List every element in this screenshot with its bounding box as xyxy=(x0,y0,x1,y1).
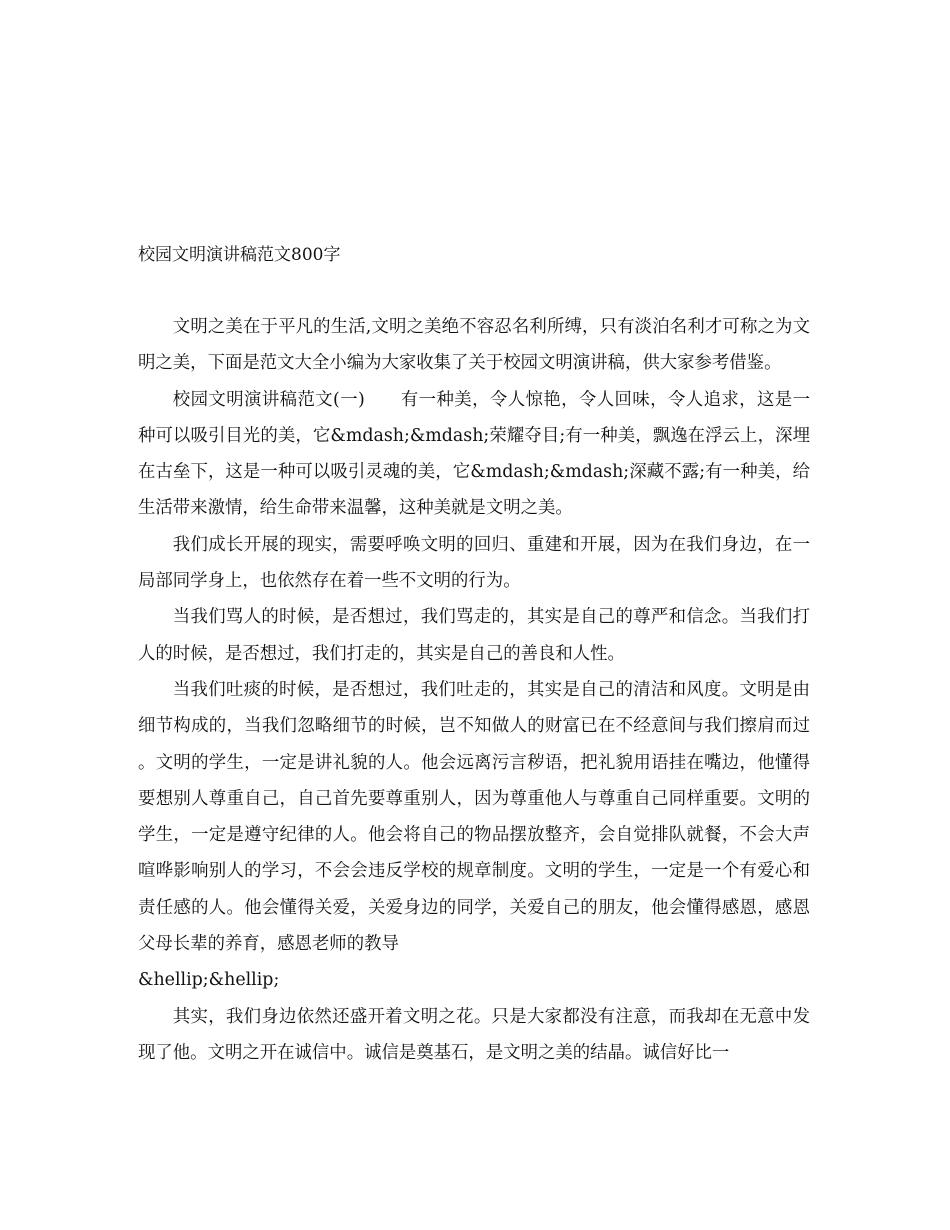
paragraph-speech-one: 校园文明演讲稿范文(一) 有一种美，令人惊艳，令人回味，令人追求，这是一种可以吸引目光的美，它&mdash;&mdash;荣耀夺目;有一种美，飘逸在浮云上，深埋在古垒下，这是一种可以吸引灵魂的美，它&mdash;&mdash;深藏不露;有一种美，给生活带来激情，给生命带来温馨，这种美就是文明之美。 xyxy=(138,389,810,519)
paragraph-growth: 我们成长开展的现实，需要呼唤文明的回归、重建和开展，因为在我们身边，在一局部同学身上，也依然存在着一些不文明的行为。 xyxy=(138,534,810,592)
paragraph-integrity: 其实，我们身边依然还盛开着文明之花。只是大家都没有注意，而我却在无意中发现了他。文明之开在诚信中。诚信是奠基石，是文明之美的结晶。诚信好比一 xyxy=(138,1006,810,1063)
document-title: 校园文明演讲稿范文800字 xyxy=(138,245,341,265)
paragraph-cursing: 当我们骂人的时候，是否想过，我们骂走的，其实是自己的尊严和信念。当我们打人的时候，是否想过，我们打走的，其实是自己的善良和人性。 xyxy=(138,607,810,664)
document-body xyxy=(138,309,810,1071)
paragraph-intro: 文明之美在于平凡的生活,文明之美绝不容忍名利所缚，只有淡泊名利才可称之为文明之美，下面是范文大全小编为大家收集了关于校园文明演讲稿，供大家参考借鉴。 xyxy=(138,317,810,374)
paragraph-ellipsis: &hellip;&hellip; xyxy=(138,970,280,991)
paragraph-spitting: 当我们吐痰的时候，是否想过，我们吐走的，其实是自己的清洁和风度。文明是由细节构成的，当我们忽略细节的时候，岂不知做人的财富已在不经意间与我们擦肩而过。文明的学生，一定是讲礼貌的人。他会远离污言秽语，把礼貌用语挂在嘴边，他懂得要想别人尊重自己，自己首先要尊重别人，因为尊重他人与尊重自己同样重要。文明的学生，一定是遵守纪律的人。他会将自己的物品摆放整齐，会自觉排队就餐，不会大声喧哗影响别人的学习，不会会违反学校的规章制度。文明的学生，一定是一个有爱心和责任感的人。他会懂得关爱，关爱身边的同学，关爱自己的朋友，他会懂得感恩，感恩父母长辈的养育，感恩老师的教导 xyxy=(138,679,810,955)
